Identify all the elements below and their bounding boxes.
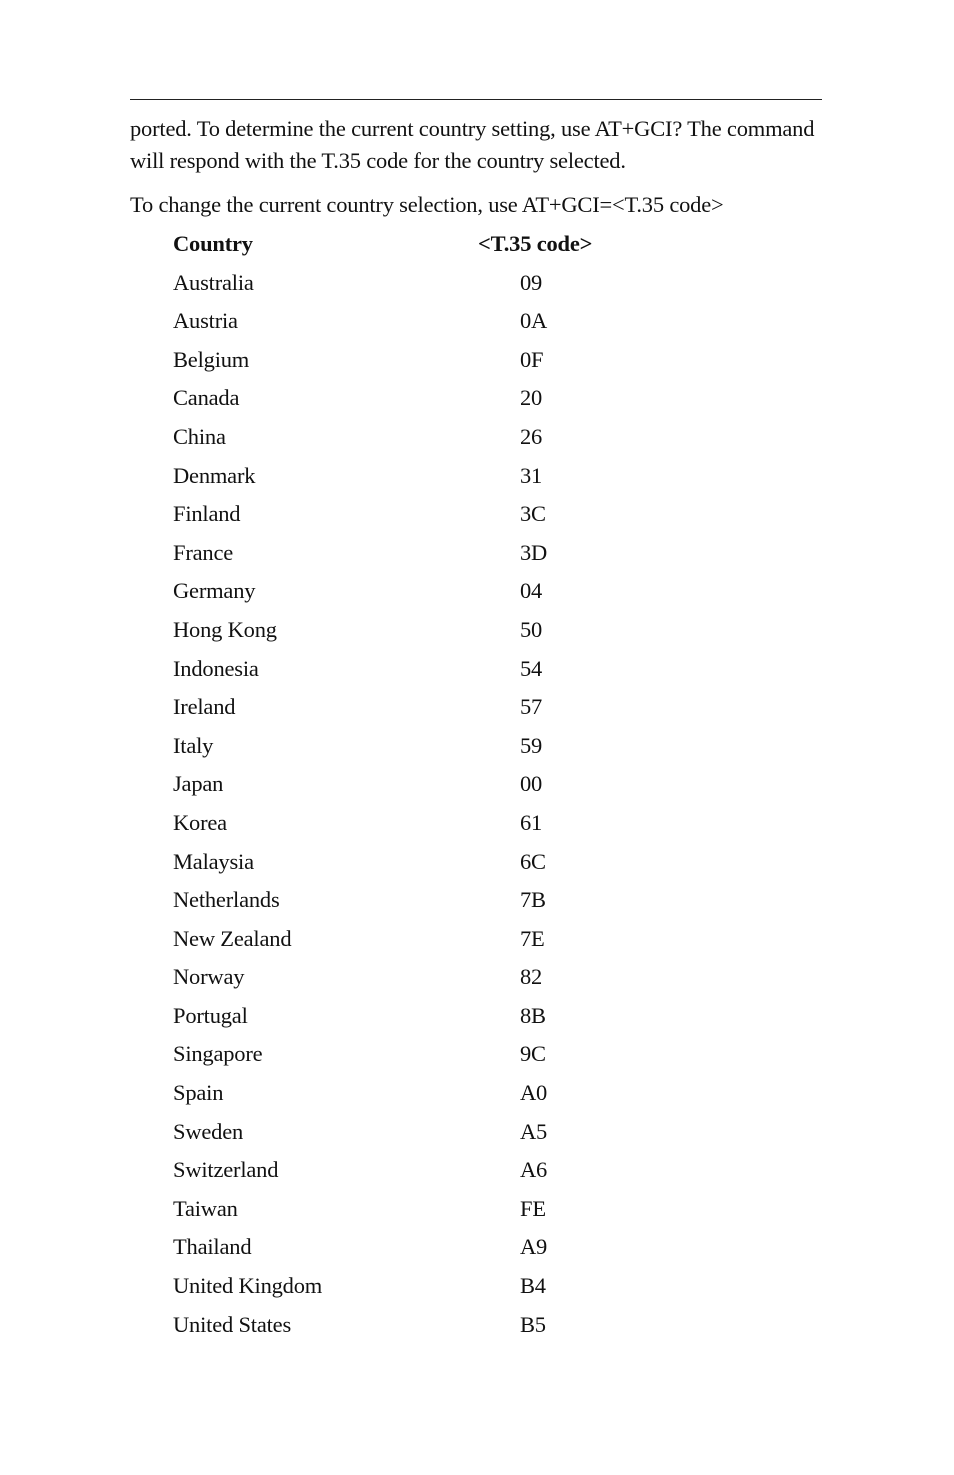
code-column-header: <T.35 code> (478, 231, 593, 256)
table-row (173, 1193, 673, 1232)
country-cell: Canada (173, 385, 240, 411)
country-cell: Norway (173, 964, 245, 990)
country-cell: Spain (173, 1080, 224, 1106)
table-row (173, 421, 673, 460)
code-cell: 7B (520, 887, 546, 913)
table-row (173, 1077, 673, 1116)
table-row (173, 1270, 673, 1309)
table-row (173, 691, 673, 730)
code-cell: 7E (520, 925, 545, 951)
code-cell: 3C (520, 501, 546, 527)
code-cell: 61 (520, 809, 543, 835)
code-cell: A9 (520, 1234, 548, 1260)
code-cell: 50 (520, 616, 543, 642)
country-cell: Denmark (173, 462, 256, 488)
table-row (173, 344, 673, 383)
table-row (173, 537, 673, 576)
country-cell: Netherlands (173, 887, 280, 913)
country-cell: Thailand (173, 1234, 252, 1260)
code-cell: 59 (520, 732, 543, 758)
country-column-header: Country (173, 231, 253, 256)
table-row (173, 1038, 673, 1077)
country-cell: Taiwan (173, 1195, 238, 1221)
table-row (173, 1231, 673, 1270)
country-cell: China (173, 423, 226, 449)
code-cell: A6 (520, 1157, 548, 1183)
code-cell: 9C (520, 1041, 546, 1067)
table-row (173, 305, 673, 344)
code-cell: 26 (520, 423, 543, 449)
table-row (173, 575, 673, 614)
code-cell: 54 (520, 655, 543, 681)
country-cell: Korea (173, 809, 227, 835)
table-row (173, 1116, 673, 1155)
table-row (173, 961, 673, 1000)
country-cell: Switzerland (173, 1157, 279, 1183)
table-row (173, 846, 673, 885)
code-cell: A5 (520, 1118, 548, 1144)
code-cell: 09 (520, 269, 543, 295)
country-cell: Belgium (173, 346, 250, 372)
table-row (173, 267, 673, 306)
country-cell: United States (173, 1311, 292, 1337)
country-cell: Finland (173, 501, 241, 527)
country-cell: Singapore (173, 1041, 263, 1067)
code-cell: B4 (520, 1273, 546, 1299)
code-cell: 6C (520, 848, 546, 874)
country-cell: New Zealand (173, 925, 292, 951)
table-row (173, 614, 673, 653)
table-header-row (173, 228, 673, 267)
country-cell: Sweden (173, 1118, 244, 1144)
table-row (173, 1309, 673, 1348)
code-cell: 57 (520, 694, 543, 720)
country-cell: Italy (173, 732, 214, 758)
code-cell: 20 (520, 385, 543, 411)
country-cell: United Kingdom (173, 1273, 323, 1299)
code-cell: 82 (520, 964, 543, 990)
top-rule (130, 99, 822, 100)
table-row (173, 382, 673, 421)
change-instruction-paragraph: To change the current country selection, use AT+GCI=<T.35 code> (130, 192, 724, 217)
country-cell: France (173, 539, 234, 565)
code-cell: 00 (520, 771, 543, 797)
table-row (173, 653, 673, 692)
country-cell: Portugal (173, 1002, 248, 1028)
country-code-table (173, 228, 673, 1347)
code-cell: 8B (520, 1002, 546, 1028)
table-row (173, 807, 673, 846)
code-cell: B5 (520, 1311, 546, 1337)
country-cell: Austria (173, 308, 238, 334)
table-row (173, 730, 673, 769)
country-cell: Germany (173, 578, 256, 604)
table-row (173, 498, 673, 537)
table-row (173, 884, 673, 923)
country-cell: Japan (173, 771, 224, 797)
table-body (173, 267, 673, 1348)
code-cell: 3D (520, 539, 548, 565)
country-cell: Australia (173, 269, 254, 295)
continued-paragraph: ported. To determine the current country setting, use AT+GCI? The command will respond with the T.35 code for the country selected. (130, 116, 815, 173)
table-row (173, 1000, 673, 1039)
code-cell: A0 (520, 1080, 548, 1106)
code-cell: 31 (520, 462, 543, 488)
table-row (173, 460, 673, 499)
code-cell: 04 (520, 578, 543, 604)
code-cell: 0F (520, 346, 544, 372)
country-cell: Hong Kong (173, 616, 277, 642)
code-cell: FE (520, 1195, 546, 1221)
country-cell: Ireland (173, 694, 236, 720)
table-row (173, 923, 673, 962)
table-row (173, 768, 673, 807)
code-cell: 0A (520, 308, 548, 334)
country-cell: Malaysia (173, 848, 254, 874)
table-row (173, 1154, 673, 1193)
country-cell: Indonesia (173, 655, 259, 681)
